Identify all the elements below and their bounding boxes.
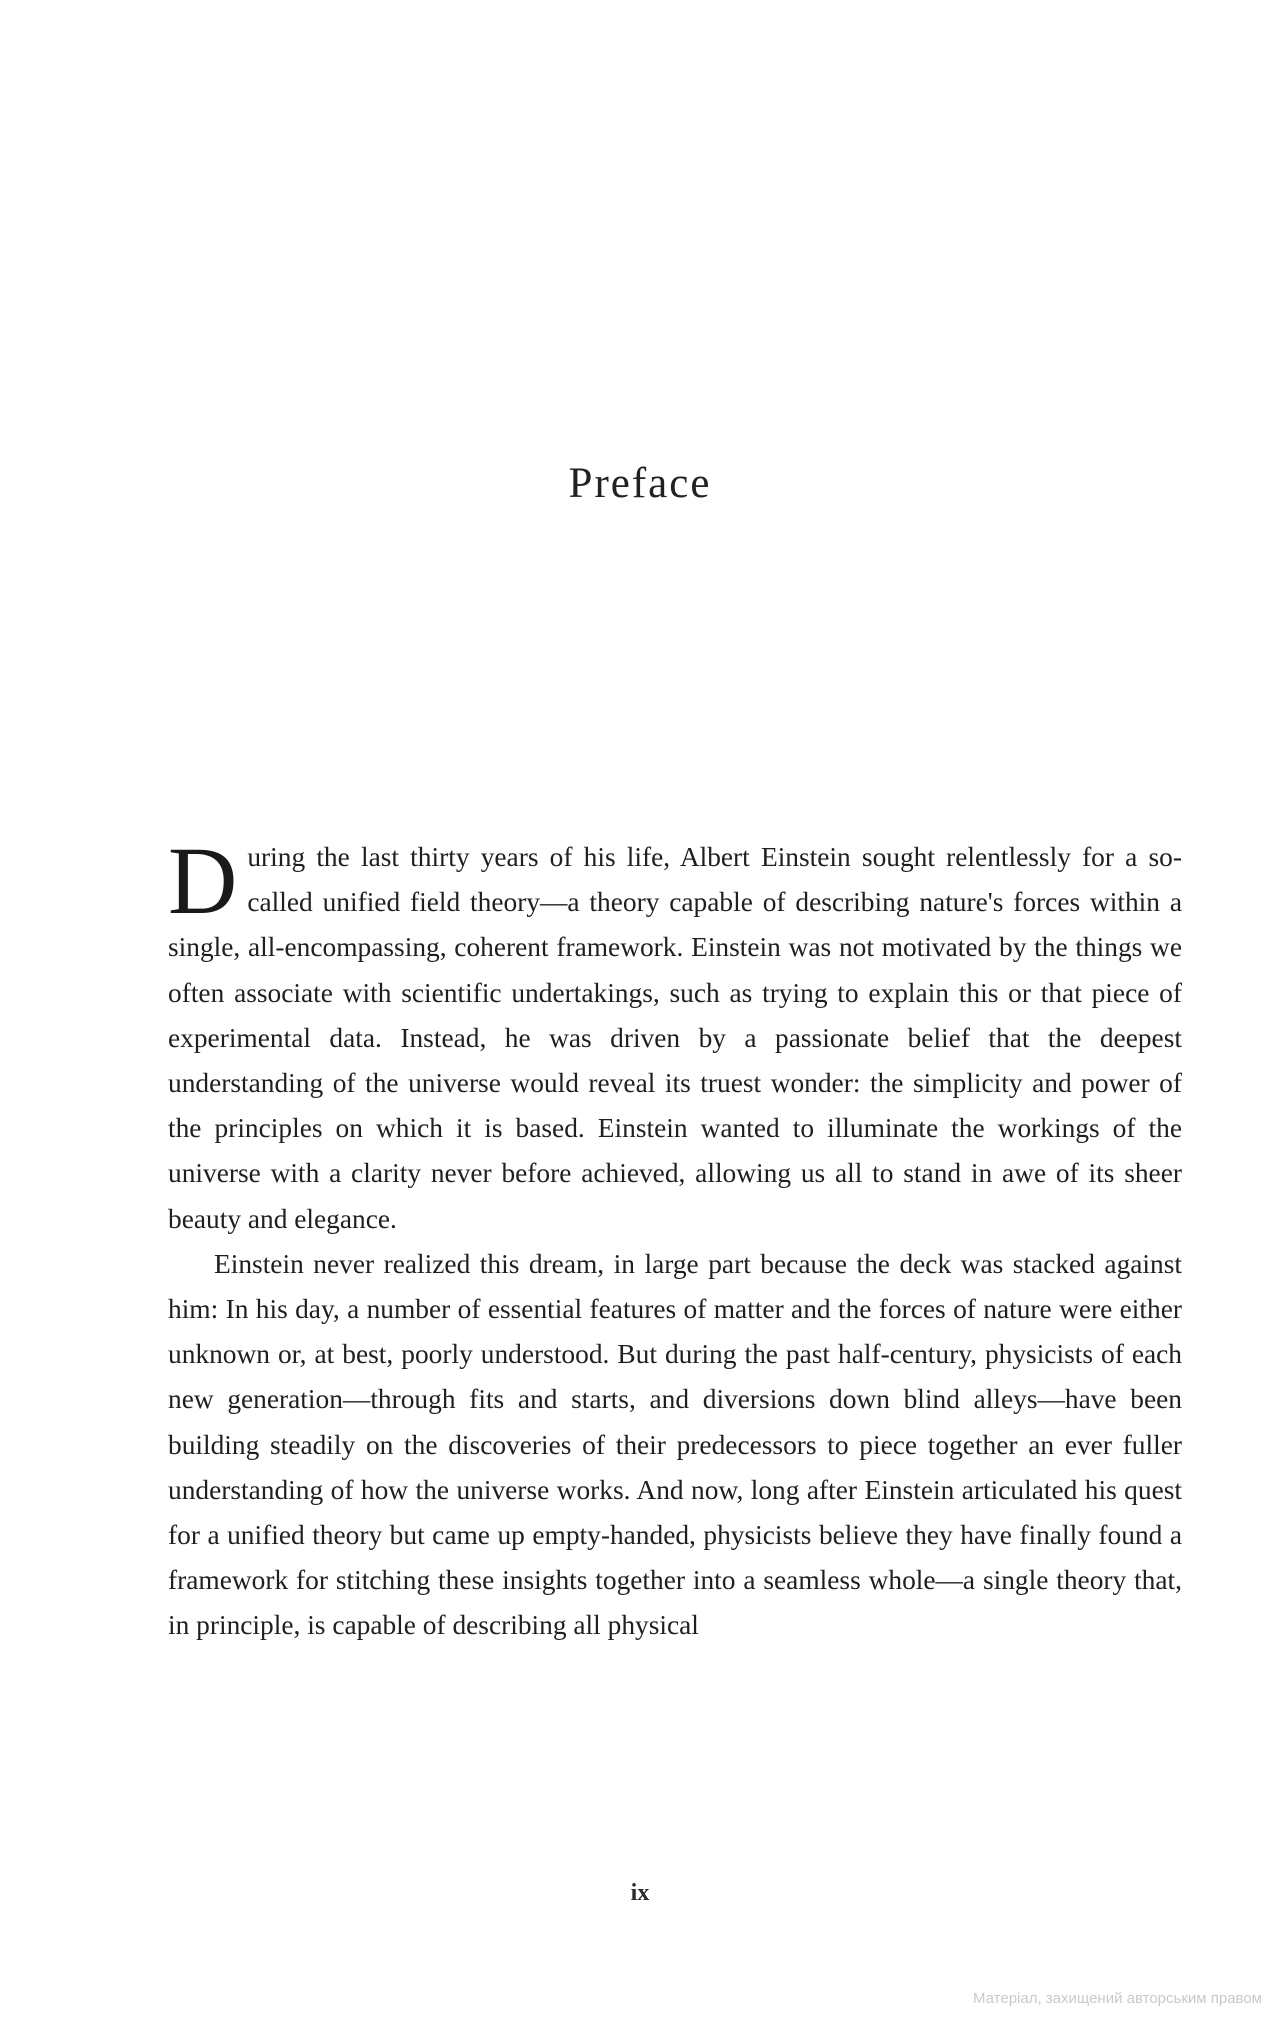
page-number: ix [630, 1880, 650, 1906]
paragraph-1: During the last thirty years of his life, Albert Einstein sought relentlessly for a so-called unified field theory—a theory capable of describing nature's forces within a single, all-encompassing, coherent framework. Einstein was not motivated by the things we often associate with scientific undertakings, such as trying to explain this or that piece of experimental data. Instead, he was driven by a passionate belief that the deepest understanding of the universe would reveal its truest wonder: the simplicity and power of the principles on which it is based. Einstein wanted to illuminate the workings of the universe with a clarity never before achieved, allowing us all to stand in awe of its sheer beauty and elegance. [168, 827, 1182, 1234]
copyright-watermark: Матеріал, захищений авторським правом [972, 1990, 1262, 2007]
paragraph-2: Einstein never realized this dream, in large part because the deck was stacked against him: In his day, a number of essential features of matter and the forces of nature were either unknown or, at best, poorly understood. But during the past half-century, physicists of each new generation—through fits and starts, and diversions down blind alleys—have been building steadily on the discoveries of their predecessors to piece together an ever fuller understanding of how the universe works. And now, long after Einstein articulated his quest for a unified theory but came up empty-handed, physicists believe they have finally found a framework for stitching these insights together into a seamless whole—a single theory that, in principle, is capable of describing all physical [168, 1248, 1182, 1641]
body-text [168, 827, 1182, 1649]
page-title: Preface [568, 460, 712, 507]
